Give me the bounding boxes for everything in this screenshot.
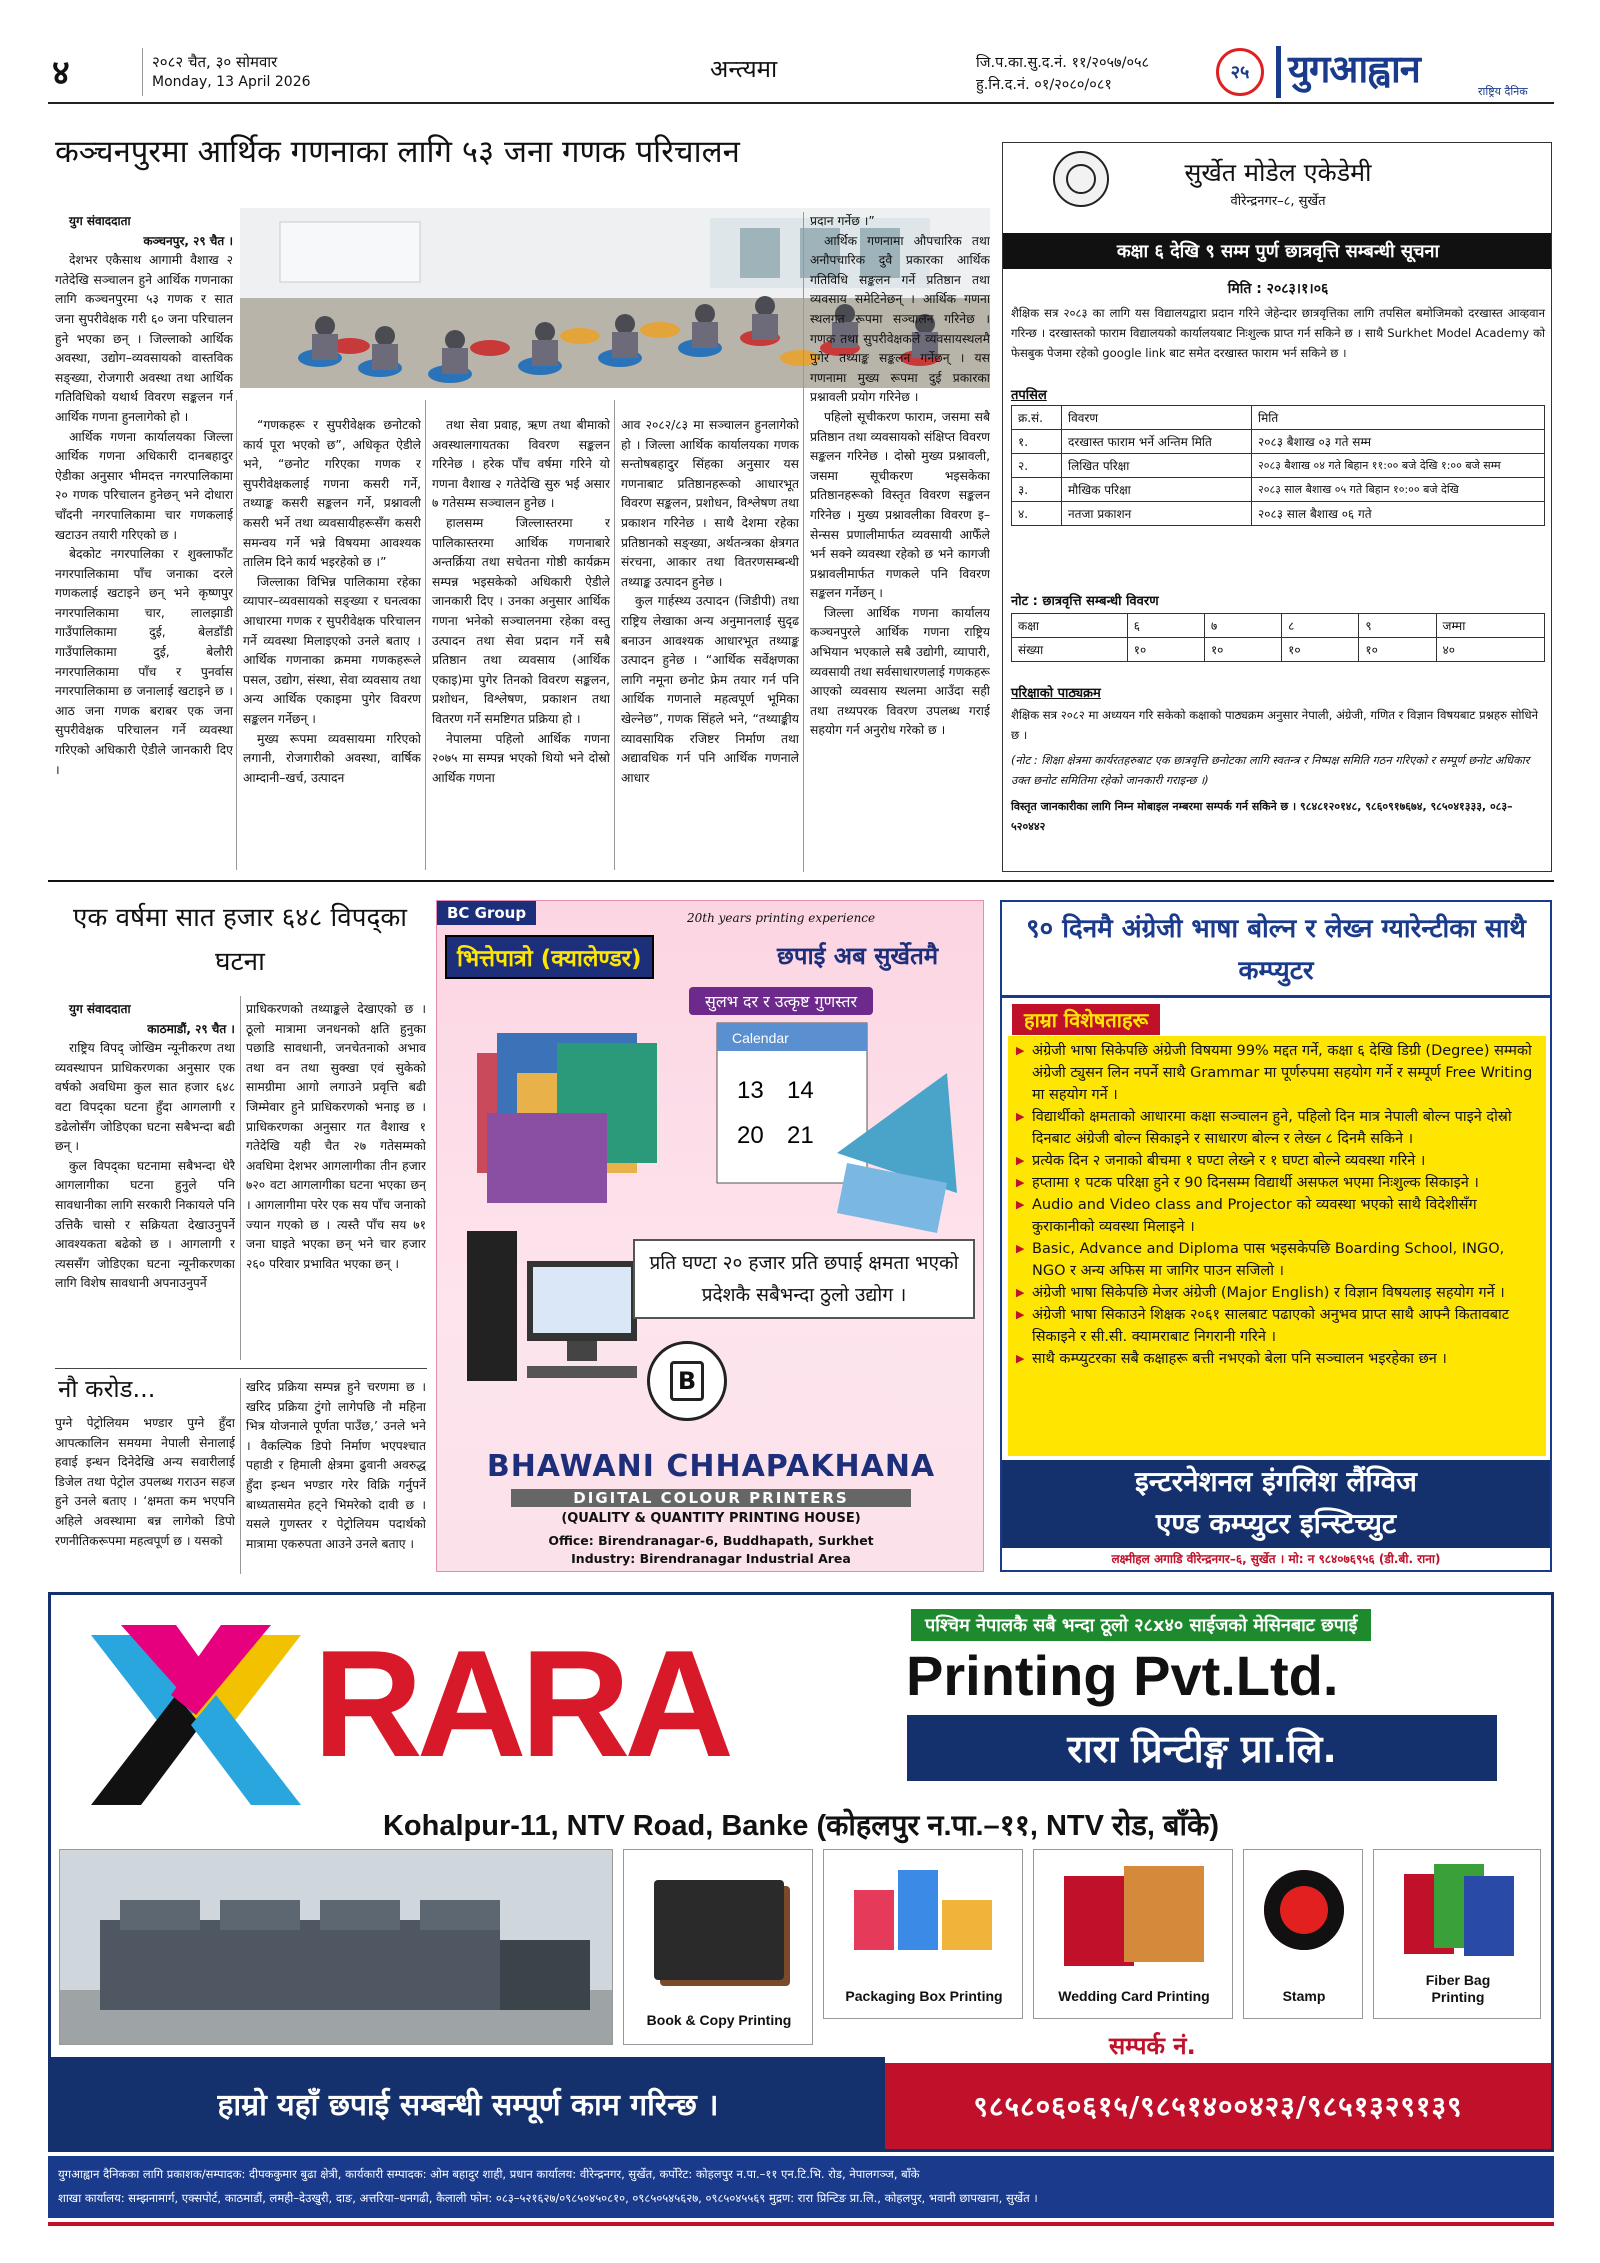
lead-paragraph: हालसम्म जिल्लास्तरमा र पालिकास्तरमा आर्थिक गणनाबारे अन्तर्क्रिया तथा सचेतना गोष्ठी कार्यक्रम सम्पन्न भइसकेको अधिकारी ऐडीले जानकारी दिए । उनका अनुसार आर्थिक गणना भनेको सञ्चालनमा रहेका वस्तु उत्पादन तथा सेवा प्रदान गर्ने सबै प्रतिष्ठान तथा व्यवसाय (आर्थिक एकाइ)मा पुगेर तिनको विवरण सङ्कलन, प्रशोधन, विश्लेषण, प्रकाशन तथा वितरण गर्ने समष्टिगत प्रक्रिया हो । bbox=[432, 515, 610, 726]
box-icon bbox=[854, 1870, 994, 1960]
rara-printing-ad bbox=[48, 1592, 1554, 2152]
masthead bbox=[48, 46, 1554, 104]
lead-column-3 bbox=[432, 416, 610, 872]
bc-tagline: सुलभ दर र उत्कृष्ट गुणस्तर bbox=[689, 987, 873, 1015]
stamp-icon bbox=[1264, 1870, 1344, 1950]
bag-icon bbox=[1404, 1864, 1514, 1960]
paper-logo: युगआह्वान bbox=[1288, 47, 1420, 91]
rara-contact-label: सम्पर्क नं. bbox=[1089, 2027, 1216, 2064]
table-cell: २०८३ साल बैशाख ०५ गते बिहान १०:०० बजे देखि bbox=[1252, 478, 1545, 502]
lead-paragraph: देशभर एकैसाथ आगामी वैशाख २ गतेदेखि सञ्चालन हुने आर्थिक गणनाका लागि कञ्चनपुरमा ५३ गणक र सात जना सुपरीवेक्षक गरी ६० जना परिचालन हुने भएका छन् । जिल्लाको आर्थिक अवस्था, उद्योग–व्यवसायको वास्तविक सङ्ख्या, रोजगारी अवस्था तथा आर्थिक गतिविधिको यथार्थ विवरण सङ्कलन गर्न आर्थिक गणना हुनलागेको हो । bbox=[55, 253, 233, 424]
table-row bbox=[1012, 502, 1545, 526]
calendar-day: 21 bbox=[787, 1122, 814, 1149]
table-cell: संख्या bbox=[1012, 638, 1128, 662]
seats-header: ८ bbox=[1282, 614, 1359, 638]
feature-item: ▶ अंग्रेजी भाषा सिकेपछि अंग्रेजी विषयमा 99% मद्दत गर्ने, कक्षा ६ देखि डिग्री (Degree) सम्मको अंग्रेजी ट्युसन लिन नपर्ने साथै Grammar मा पूर्णरुपमा सहयोग गर्ने र सम्पूर्ण Free Writing मा सहयोग गर्ने । bbox=[1016, 1040, 1538, 1106]
lead-paragraph: पहिलो सूचीकरण फाराम, जसमा सबै प्रतिष्ठान तथा व्यवसायको संक्षिप्त विवरण सङ्कलन गरिनेछ । दोस्रो मुख्य प्रश्नावली, जसमा सूचीकरण भइसकेका प्रतिष्ठानहरूको विस्तृत विवरण सङ्कलन गरिनेछ । मुख्य प्रश्नावलीका विवरण इ–सेन्सस प्रणालीमार्फत व्यवसायी आफैँले भर्न सक्ने व्यवस्था रहेको छ भने कागजी प्रश्नावलीमार्फत गणकले पनि विवरण सङ्कलन गर्नेछन् । bbox=[810, 409, 990, 601]
table-cell: लिखित परिक्षा bbox=[1062, 454, 1252, 478]
calendar-day: 20 bbox=[737, 1122, 764, 1149]
story2-column-2 bbox=[246, 1000, 426, 1360]
table-cell: दरखास्त फाराम भर्ने अन्तिम मिति bbox=[1062, 430, 1252, 454]
calendar-day: 13 bbox=[737, 1077, 764, 1104]
institute-name-box bbox=[1002, 1460, 1550, 1548]
rara-brand: RARA bbox=[313, 1619, 729, 1789]
registration-1: जि.प.का.सु.द.नं. ११/२०५७/०५८ bbox=[976, 55, 1150, 71]
date-nepali: २०८२ चैत, ३० सोमवार bbox=[152, 53, 278, 71]
notice-title: कक्षा ६ देखि ९ सम्म पुर्ण छात्रवृत्ति सम्बन्धी सूचना bbox=[1116, 241, 1440, 262]
notice-contact: विस्तृत जानकारीका लागि निम्न मोबाइल नम्बरमा सम्पर्क गर्न सकिने छ । ९८४८१२०१४८, ९८६०९१७६७४, ९८५०४१३३३, ०८३–५२०४४२ bbox=[1011, 800, 1513, 833]
product-card bbox=[1033, 1849, 1233, 2019]
anniversary-number: २५ bbox=[1230, 62, 1250, 83]
table-cell: १० bbox=[1359, 638, 1436, 662]
story2-paragraph: प्राधिकरणको तथ्याङ्कले देखाएको छ । ठूलो मात्रामा जनधनको क्षति हुनुका पछाडि सावधानी, जनचेतनाको अभाव तथा वन तथा सुक्खा एवं सुकेको सामग्रीमा आगो लगाउने प्रवृत्ति बढी जिम्मेवार हुने प्राधिकरणको भनाइ छ । प्राधिकरणका अनुसार गत वैशाख १ गतेदेखि यही चैत २७ गतेसम्मको अवधिमा देशभर आगलागीका तीन हजार ७२० वटा आगलागीका घटना भएका छन् । आगलागीमा परेर एक सय पाँच जनाको ज्यान गएको छ । त्यस्तै पाँच सय ७१ जना घाइते भएका छन् भने चार हजार २६० परिवार प्रभावित भएका छन् । bbox=[246, 1002, 426, 1271]
lead-paragraph: तथा सेवा प्रवाह, ऋण तथा बीमाको अवस्थालगायतका विवरण सङ्कलन गरिनेछ । हरेक पाँच वर्षमा गरिने यो गणना वैशाख २ गतेदेखि सुरु भई असार ७ गतेसम्म सञ्चालन हुनेछ । bbox=[432, 418, 610, 511]
anniversary-badge bbox=[1216, 48, 1264, 96]
product-label: Packaging Box Printing bbox=[845, 1988, 1003, 2004]
rara-company-en: Printing Pvt.Ltd. bbox=[906, 1644, 1339, 1707]
table-cell: ४० bbox=[1436, 638, 1544, 662]
feature-item: ▶ Basic, Advance and Diploma पास भइसकेपछि Boarding School, INGO, NGO र अन्य अफिस मा जागिर पाउन सजिलो । bbox=[1016, 1238, 1538, 1282]
table-cell: नतजा प्रकाशन bbox=[1062, 502, 1252, 526]
press-machine-photo bbox=[59, 1849, 613, 2045]
seats-header: कक्षा bbox=[1012, 614, 1128, 638]
lead-paragraph: “गणकहरू र सुपरीवेक्षक छनोटको कार्य पूरा भएको छ”, अधिकृत ऐडीले भने, “छनोट गरिएका गणक र सुपरीवेक्षकलाई गणना कसरी गर्ने, तथ्याङ्क कसरी सङ्कलन गर्ने, प्रश्नावली कसरी भर्ने तथा व्यवसायीहरूसँग कसरी समन्वय गर्ने भन्ने विषयमा आवश्यक तालिम दिने कार्य भइरहेको छ ।” bbox=[243, 418, 421, 570]
table-row bbox=[1012, 430, 1545, 454]
product-bag bbox=[1373, 1849, 1541, 2019]
lead-paragraph: कुल गार्हस्थ्य उत्पादन (जिडीपी) तथा राष्ट्रिय लेखाका अन्य अनुमानलाई सुदृढ बनाउन आवश्यक आधारभूत तथ्याङ्क उत्पादन हुनेछ । “आर्थिक सर्वेक्षणका लागि नमूना छनोट फ्रेम तयार गर्न पनि आर्थिक गणनाले महत्वपूर्ण भूमिका खेल्नेछ”, गणक सिंहले भने, “तथ्याङ्कीय व्यावसायिक रजिष्टर निर्माण तथा अद्यावधिक गर्न पनि आर्थिक गणनाले आधार bbox=[621, 594, 799, 785]
note-title: नोट : छात्रवृत्ति सम्बन्धी विवरण bbox=[1011, 594, 1159, 609]
card-icon bbox=[1064, 1866, 1204, 1966]
lead-paragraph: आर्थिक गणना कार्यालयका जिल्ला आर्थिक गणना अधिकारी दानबहादुर ऐडीका अनुसार भीमदत्त नगरपालिकामा २० गणक परिचालन हुनेछन् भने दोधारा चाँदनी नगरपालिकामा चार गणकलाई खटाउन तयारी गरिएको छ । bbox=[55, 429, 233, 542]
bhawani-office: Office: Birendranagar-6, Buddhapath, Surkhet bbox=[548, 1533, 874, 1548]
bhawani-sub2: (QUALITY & QUANTITY PRINTING HOUSE) bbox=[561, 1511, 861, 1526]
paper-tagline: राष्ट्रिय दैनिक bbox=[1478, 85, 1528, 98]
story2-dateline: काठमाडौं, २९ चैत । bbox=[147, 1021, 235, 1036]
lead-paragraph: बेदकोट नगरपालिका र शुक्लाफाँट नगरपालिकामा पाँच जनाका दरले गणकलाई खटाइने छन् भने कृष्णपुर नगरपालिकामा चार, लालझाडी गाउँपालिकामा दुई, बेलडाँडी गाउँपालिकामा दुई, बेलौरी नगरपालिकामा पाँच र पुनर्वास नगरपालिकामा छ जनालाई खटाइने छ । आठ जना गणक बराबर एक जना सुपरीवेक्षक परिचालन गर्ने व्यवस्था गरिएको अधिकारी ऐडीले जानकारी दिए । bbox=[55, 547, 233, 777]
registration-2: हु.नि.द.नं. ०१/२०८०/०८१ bbox=[976, 77, 1112, 93]
lead-paragraph: आव २०८२/८३ मा सञ्चालन हुनलागेको हो । जिल्ला आर्थिक कार्यालयका गणक सन्तोषबहादुर सिंहका अनुसार यस गणनाबाट प्रतिष्ठानहरूको आधारभूत विवरण सङ्कलन, प्रशोधन, विश्लेषण तथा प्रकाशन गरिनेछ । साथै देशमा रहेका प्रतिष्ठानको सङ्ख्या, अर्थतन्त्रका क्षेत्रगत संरचना, आकार तथा वितरणसम्बन्धी तथ्याङ्क उत्पादन हुनेछ । bbox=[621, 418, 799, 589]
rara-logo-mark bbox=[81, 1615, 311, 1815]
bhawani-logo: B bbox=[647, 1341, 727, 1421]
schedule-header: विवरण bbox=[1062, 406, 1252, 430]
table-cell: १. bbox=[1012, 430, 1062, 454]
table-row bbox=[1012, 478, 1545, 502]
product-label: Stamp bbox=[1282, 1988, 1326, 2004]
features-box bbox=[1008, 1036, 1546, 1456]
lead-paragraph: जिल्ला आर्थिक गणना कार्यालय कञ्चनपुरले आर्थिक गणना राष्ट्रिय अभियान भएकाले सबै उद्योगी, व्यापारी, व्यवसायी तथा सर्वसाधारणलाई गणकहरू आएको व्यवसाय स्थलमा आउँदा सही तथा तथ्यपरक विवरण उपलब्ध गराई सहयोग गर्न अनुरोध गरेको छ । bbox=[810, 605, 990, 738]
lead-paragraph: प्रदान गर्नेछ ।” bbox=[810, 214, 875, 228]
notice-title-bar bbox=[1003, 233, 1552, 269]
printing-title: छपाई अब सुर्खेतमै bbox=[777, 942, 939, 970]
english-institute-ad bbox=[1000, 900, 1552, 1572]
rara-contact: ९८५८०६०६१५/९८५१४००४२३/९८५१३२९१३९ bbox=[973, 2090, 1463, 2123]
table-row bbox=[1012, 454, 1545, 478]
capacity-box: प्रति घण्टा २० हजार प्रति छपाई क्षमता भएको प्रदेशकै सबैभन्दा ठुलो उद्योग । bbox=[633, 1239, 975, 1319]
syllabus-title: परिक्षाको पाठ्यक्रम bbox=[1011, 686, 1101, 701]
schedule-header: मिति bbox=[1252, 406, 1545, 430]
features-list bbox=[1016, 1040, 1538, 1370]
table-cell: १० bbox=[1282, 638, 1359, 662]
bc-group-ad bbox=[436, 900, 984, 1572]
story2-headline: एक वर्षमा सात हजार ६४८ विपद्का घटना bbox=[72, 903, 408, 977]
lead-headline: कञ्चनपुरमा आर्थिक गणनाका लागि ५३ जना गणक परिचालन bbox=[55, 134, 740, 170]
story2-column-1 bbox=[55, 1000, 235, 1360]
table-cell: २. bbox=[1012, 454, 1062, 478]
calendar-products-art bbox=[467, 1013, 967, 1243]
seats-header: ६ bbox=[1127, 614, 1204, 638]
rara-slogan: हाम्रो यहाँ छपाई सम्बन्धी सम्पूर्ण काम गरिन्छ । bbox=[217, 2087, 719, 2123]
rara-slogan-bar bbox=[51, 2057, 885, 2149]
tapasil-label: तपसिल bbox=[1011, 388, 1047, 403]
english-title: ९० दिनमै अंग्रेजी भाषा बोल्न र लेख्न ग्यारेन्टीका साथै कम्प्युटर bbox=[1002, 902, 1550, 998]
feature-item: ▶ विद्यार्थीको क्षमताको आधारमा कक्षा सञ्चालन हुने, पहिलो दिन मात्र नेपाली बोल्न पाइने दोस्रो दिनबाट अंग्रेजी बोल्न सिकाइने र साधारण बोल्न र लेख्न ८ दिनमै सकिने । bbox=[1016, 1106, 1538, 1150]
seats-table bbox=[1011, 613, 1545, 662]
table-cell: १० bbox=[1204, 638, 1281, 662]
story3-paragraph: खरिद प्रक्रिया सम्पन्न हुने चरणमा छ । खरिद प्रक्रिया टुंगो लागेपछि नौ महिना भित्र योजनाले पूर्णता पाउँछ,’ उनले भने । वैकल्पिक डिपो निर्माण भएपश्चात पहाडी र हिमाली क्षेत्रमा ढुवानी अवरुद्ध हुँदा इन्धन भण्डार गरेर विक्रि गर्नुपर्ने बाध्यतासमेत हट्ने भिमरेको दावी छ । यसले गुणस्तर र पेट्रोलियम पदार्थको मात्रामा एकरुपता आउने उनले बताए । bbox=[246, 1380, 426, 1551]
school-address: वीरेन्द्रनगर–८, सुर्खेत bbox=[1230, 194, 1326, 209]
table-cell: १० bbox=[1127, 638, 1204, 662]
syllabus-text: शैक्षिक सत्र २०८२ मा अध्ययन गरि सकेको कक्षाको पाठ्यक्रम अनुसार नेपाली, अंग्रेजी, गणित र विज्ञान विषयबाट प्रश्नहरु सोधिने छ । bbox=[1011, 708, 1539, 742]
story3-paragraph: पुग्ने पेट्रोलियम भण्डार पुग्ने हुँदा आपत्कालिन समयमा नेपाली सेनालाई हवाई इन्धन दिनेदेखि अन्य सवारीलाई डिजेल तथा पेट्रोल उपलब्ध गराउन सहज हुने उनले बताए । ‘क्षमता कम भएपनि अहिले अवस्थामा बन्न लागेको डिपो रणनीतिकरूपमा महत्वपूर्ण छ । यसको bbox=[55, 1416, 235, 1548]
page-number: ४ bbox=[52, 53, 70, 93]
features-title: हाम्रा विशेषताहरू bbox=[1012, 1004, 1160, 1035]
rara-x-icon bbox=[81, 1615, 311, 1815]
table-cell: ३. bbox=[1012, 478, 1062, 502]
lead-dateline: कञ्चनपुर, २९ चैत । bbox=[143, 233, 233, 248]
story2-paragraph: कुल विपद्का घटनामा सबैभन्दा धेरै आगलागीका घटना हुनुले पनि सावधानीका लागि सरकारी निकायले पनि उत्तिकै चासो र सक्रियता देखाउनुपर्ने आवश्यकता बढेको छ । आगलागी र त्यससँग जोडिएका घटना न्यूनीकरणका लागि विशेष सावधानी अपनाउनुपर्ने bbox=[55, 1158, 235, 1291]
seats-header: ७ bbox=[1204, 614, 1281, 638]
feature-item: ▶ साथै कम्प्युटरका सबै कक्षाहरू बत्ती नभएको बेला पनि सञ्चालन भइरहेका छन । bbox=[1016, 1348, 1538, 1370]
table-cell: २०८३ बैशाख ०३ गते सम्म bbox=[1252, 430, 1545, 454]
scholarship-notice bbox=[1002, 142, 1552, 872]
lead-paragraph: आर्थिक गणनामा औपचारिक तथा अनौपचारिक दुवै प्रकारका आर्थिक गतिविधि सङ्कलन गर्ने प्रतिष्ठान तथा व्यवसाय समेटिनेछन् । आर्थिक गणना स्थलगत रूपमा सञ्चालन गरिनेछ । गणक तथा सुपरीवेक्षकले व्यवसायस्थलमै पुगेर तथ्याङ्क सङ्कलन गर्नेछन् । यस गणनामा मुख्य रूपमा दुई प्रकारका प्रश्नावली प्रयोग गरिनेछ । bbox=[810, 233, 990, 405]
feature-item: ▶ अंग्रेजी भाषा सिकेपछि मेजर अंग्रेजी (Major English) र विज्ञान विषयलाइ सहयोग गर्ने । bbox=[1016, 1282, 1538, 1304]
imprint-footer bbox=[48, 2156, 1554, 2218]
imprint-line-2: शाखा कार्यालय: सम्झनामार्ग, एक्सपोर्ट, काठमाडौं, लमही–देउखुरी, दाङ, अत्तरिया–धनगढी, कैलाली फोन: ०८३–५२१६२७/०९८५०४५०८१०, ०९८५०५४५६२७, ०९८५०४५५६९ मुद्रण: रारा प्रिन्टिङ प्रा.लि., कोहलपुर, भवानी छापखाना, सुर्खेत । bbox=[58, 2191, 1038, 2205]
section-name: अन्त्यमा bbox=[710, 55, 778, 83]
computer-art bbox=[467, 1221, 647, 1421]
feature-item: ▶ अंग्रेजी भाषा सिकाउने शिक्षक २०६१ सालबाट पढाएको अनुभव प्राप्त साथै आफ्नै कितावबाट सिकाइने र सी.सी. क्यामराबाट निगरानी गरिने । bbox=[1016, 1304, 1538, 1348]
rara-company-np: रारा प्रिन्टीङ्ग प्रा.लि. bbox=[1067, 1727, 1337, 1771]
story3-column-1 bbox=[55, 1414, 235, 1574]
table-row bbox=[1012, 638, 1545, 662]
feature-item: ▶ हप्तामा १ पटक परिक्षा हुने र 90 दिनसम्म विद्यार्थी असफल भएमा निःशुल्क सिकाइने । bbox=[1016, 1172, 1538, 1194]
seats-header: ९ bbox=[1359, 614, 1436, 638]
rara-contact-bar bbox=[885, 2063, 1551, 2149]
feature-item: ▶ प्रत्येक दिन २ जनाको बीचमा १ घण्टा लेख्ने र १ घण्टा बोल्ने व्यवस्था गरिने । bbox=[1016, 1150, 1538, 1172]
story3-headline: नौ करोड... bbox=[58, 1375, 156, 1403]
product-stamp bbox=[1243, 1849, 1363, 2019]
rara-address: Kohalpur-11, NTV Road, Banke (कोहलपुर न.पा.–११, NTV रोड, बाँके) bbox=[382, 1810, 1219, 1842]
bhawani-industry: Industry: Birendranagar Industrial Area bbox=[571, 1551, 851, 1566]
book-icon bbox=[654, 1880, 784, 1980]
product-label: Wedding Card Printing bbox=[1058, 1988, 1210, 2004]
product-box bbox=[823, 1849, 1023, 2019]
rara-company-np-box bbox=[907, 1715, 1497, 1781]
notice-date: मिति : २०८३।१।०६ bbox=[1227, 281, 1329, 297]
institute-address: लक्ष्मीहल अगाडि वीरेन्द्रनगर–६, सुर्खेत । मो: न ९८४०७६९५६ (डी.बी. राना) bbox=[1111, 1552, 1441, 1566]
lead-paragraph: नेपालमा पहिलो आर्थिक गणना २०७५ मा सम्पन्न भएको थियो भने दोस्रो आर्थिक गणना bbox=[432, 731, 610, 785]
schedule-header: क्र.सं. bbox=[1012, 406, 1062, 430]
table-cell: मौखिक परिक्षा bbox=[1062, 478, 1252, 502]
schedule-table bbox=[1011, 405, 1545, 526]
lead-paragraph: मुख्य रूपमा व्यवसायमा गरिएको लगानी, रोजगारीको अवस्था, वार्षिक आम्दानी–खर्च, उत्पादन bbox=[243, 731, 421, 785]
product-label: Book & Copy Printing bbox=[646, 2012, 792, 2028]
lead-column-1 bbox=[55, 212, 233, 872]
story2-byline: युग संवाददाता bbox=[69, 1002, 131, 1016]
notice-footnote: (नोट : शिक्षा क्षेत्रमा कार्यरतहरुबाट एक छात्रवृत्ति छनोटका लागि स्वतन्त्र र निष्पक्ष समिति गठन गरिएको र सम्पूर्ण छनोट अधिकार उक्त छनोट समितिमा रहेको जानकारी गराइन्छ ।) bbox=[1011, 754, 1530, 787]
notice-intro: शैक्षिक सत्र २०८३ का लागि यस विद्यालयद्वारा प्रदान गरिने जेहेन्दार छात्रवृत्तिका लागि तपसिल बमोजिमको दरखास्त आव्हवान गरिन्छ । दरखास्तको फाराम विद्यालयको कार्यालयबाट निःशुल्क प्राप्त गर्न सकिने छ । साथै Surkhet Model Academy को फेसबुक पेजमा रहेको google link बाट समेत दरखास्त फाराम भर्न सकिने छ । bbox=[1011, 306, 1545, 360]
calendar-label: Calendar bbox=[732, 1030, 789, 1046]
school-name: सुर्खेत मोडेल एकेडेमी bbox=[1184, 158, 1372, 187]
bhawani-sub1: DIGITAL COLOUR PRINTERS bbox=[511, 1489, 911, 1507]
calendar-title-box bbox=[445, 935, 654, 979]
lead-byline: युग संवाददाता bbox=[69, 214, 131, 228]
lead-column-2 bbox=[243, 416, 421, 872]
institute-name-1: इन्टरनेशनल इंगलिश लैंग्विज bbox=[1135, 1465, 1417, 1498]
lead-column-5 bbox=[810, 212, 990, 872]
product-label: Fiber Bag Printing bbox=[1425, 1972, 1491, 2005]
lead-column-4 bbox=[621, 416, 799, 872]
seats-header: जम्मा bbox=[1436, 614, 1544, 638]
institute-name-2: एण्ड कम्प्युटर इन्स्टिच्युट bbox=[1155, 1507, 1397, 1540]
bhawani-name: BHAWANI CHHAPAKHANA bbox=[486, 1449, 936, 1484]
experience-label: 20th years printing experience bbox=[687, 911, 876, 925]
calendar-title: भित्तेपात्रो (क्यालेण्डर) bbox=[457, 946, 642, 972]
table-cell: २०८३ साल बैशाख ०६ गते bbox=[1252, 502, 1545, 526]
calendar-day: 14 bbox=[787, 1077, 814, 1104]
feature-item: ▶ Audio and Video class and Projector को व्यवस्था भएको साथै विदेशीसँग कुराकानीको व्यवस्था मिलाइने । bbox=[1016, 1194, 1538, 1238]
press-machine-art bbox=[60, 1850, 613, 2045]
product-book bbox=[623, 1849, 813, 2045]
date-english: Monday, 13 April 2026 bbox=[152, 74, 311, 90]
story3-column-2 bbox=[246, 1378, 426, 1574]
rara-banner: पश्चिम नेपालकै सबै भन्दा ठूलो २८x४० साईजको मेसिनबाट छपाई bbox=[911, 1609, 1371, 1641]
lead-paragraph: जिल्लाका विभिन्न पालिकामा रहेका व्यापार–व्यवसायको सङ्ख्या र घनत्वका आधारमा गणक र सुपरीवेक्षक परिचालन गर्ने व्यवस्था मिलाइएको उनले बताए । आर्थिक गणनाका क्रममा गणकहरूले पसल, उद्योग, संस्था, सेवा व्यवसाय तथा अन्य आर्थिक एकाइमा पुगेर विवरण सङ्कलन गर्नेछन् । bbox=[243, 574, 421, 726]
bc-group-label: BC Group bbox=[437, 901, 536, 925]
imprint-line-1: युगआह्वान दैनिकका लागि प्रकाशक/सम्पादक: दीपककुमार बुढा क्षेत्री, कार्यकारी सम्पादक: ओम बहादुर शाही, प्रधान कार्यालय: वीरेन्द्रनगर, सुर्खेत, कर्पोरेट: कोहलपुर न.पा.–११ एन.टि.भि. रोड, नेपालगञ्ज, बाँके bbox=[58, 2167, 920, 2181]
table-cell: २०८३ बैशाख ०४ गते बिहान ११:०० बजे देखि १:०० बजे सम्म bbox=[1252, 454, 1545, 478]
table-cell: ४. bbox=[1012, 502, 1062, 526]
story2-paragraph: राष्ट्रिय विपद् जोखिम न्यूनीकरण तथा व्यवस्थापन प्राधिकरणका अनुसार एक वर्षको अवधिमा कुल सात हजार ६४८ वटा विपद्का घटना हुँदा आगलागी र डढेलोसँग जोडिएका घटना सबैभन्दा बढी छन् । bbox=[55, 1041, 235, 1154]
